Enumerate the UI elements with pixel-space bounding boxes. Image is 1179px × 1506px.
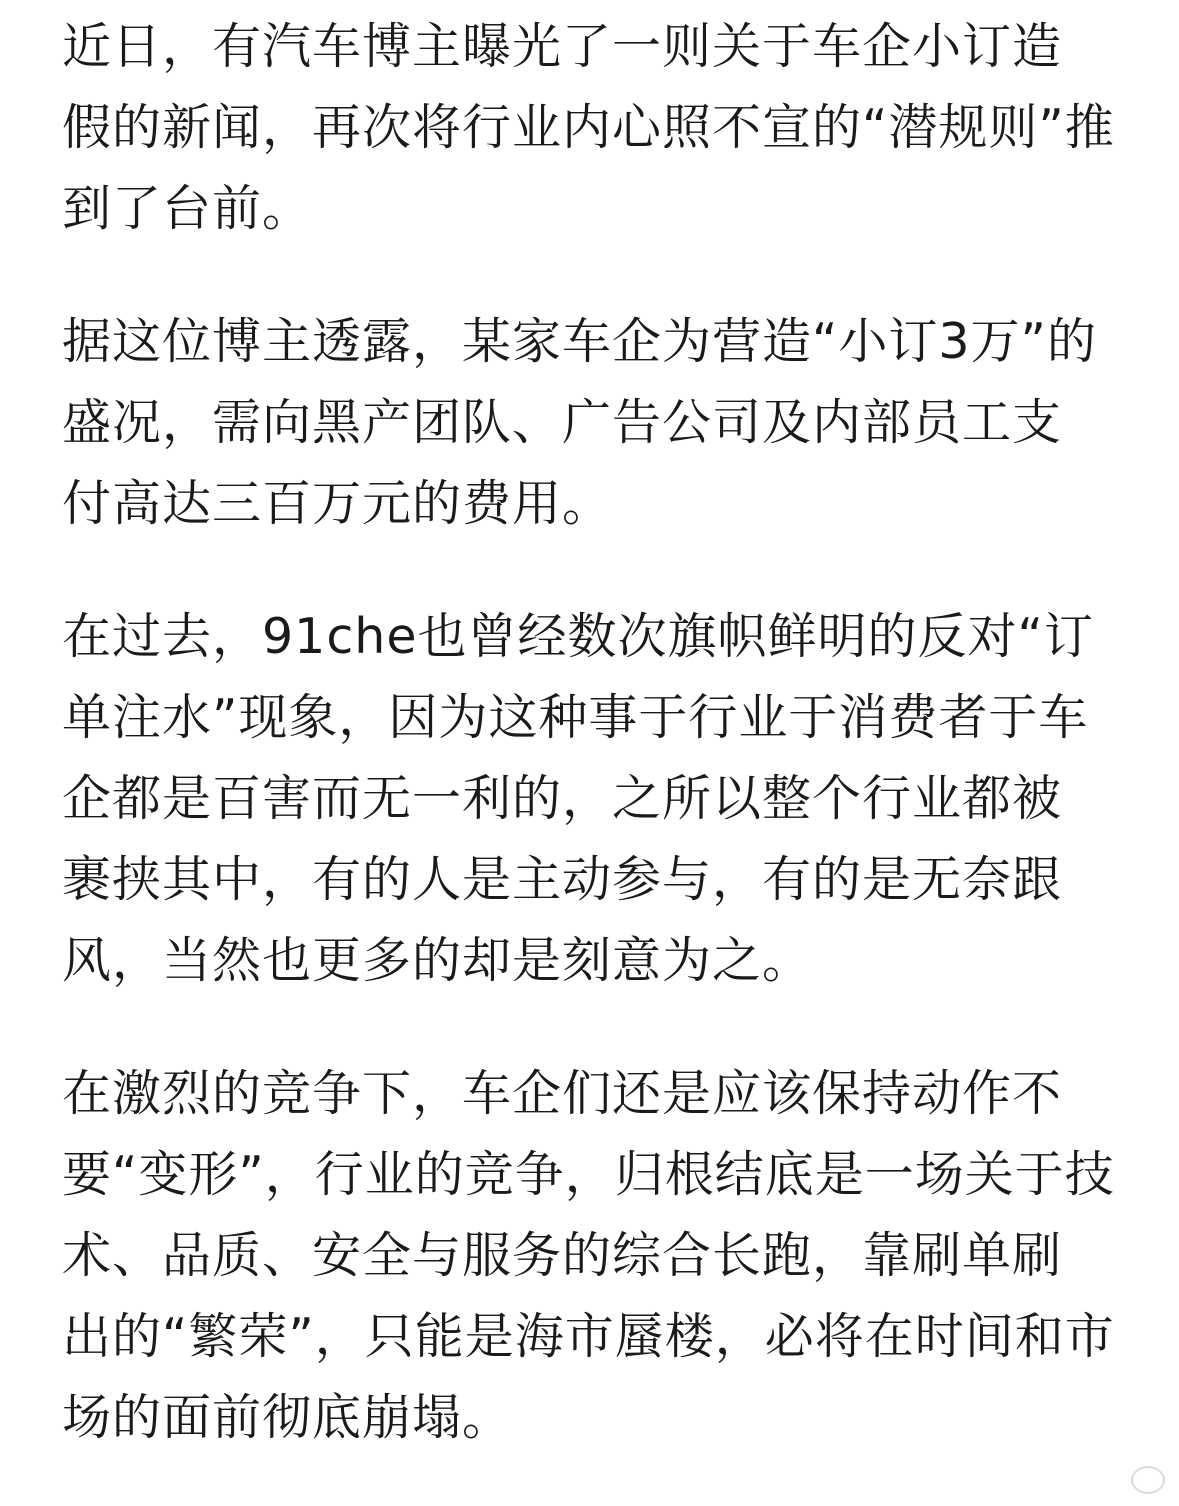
- article-paragraph-3: [62, 596, 1122, 1001]
- text-line: 假的新闻，再次将行业内心照不宣的“潜规则”推: [62, 99, 1115, 156]
- text-line: 单注水”现象，因为这种事于行业于消费者于车: [62, 689, 1089, 746]
- text-line-cutoff: 场的面前彻底崩塌。: [62, 1389, 513, 1446]
- text-line: 出的“繁荣”，只能是海市蜃楼，必将在时间和市: [62, 1308, 1115, 1365]
- text-line: 要“变形”，行业的竞争，归根结底是一场关于技: [62, 1146, 1115, 1203]
- article-paragraph-2: [62, 301, 1122, 544]
- watermark: [1131, 1466, 1165, 1494]
- text-line: 据这位博主透露，某家车企为营造“小订3万”的: [62, 313, 1097, 370]
- text-line: 近日，有汽车博主曝光了一则关于车企小订造: [62, 18, 1063, 75]
- text-line: 到了台前。: [62, 180, 313, 237]
- text-line: 付高达三百万元的费用。: [62, 475, 613, 532]
- article-paragraph-4: [62, 1053, 1122, 1446]
- text-line: 裹挟其中，有的人是主动参与，有的是无奈跟: [62, 851, 1063, 908]
- text-line: 企都是百害而无一利的，之所以整个行业都被: [62, 770, 1063, 827]
- text-line: 在激烈的竞争下，车企们还是应该保持动作不: [62, 1065, 1063, 1122]
- text-line: 盛况，需向黑产团队、广告公司及内部员工支: [62, 394, 1063, 451]
- text-line: 风，当然也更多的却是刻意为之。: [62, 932, 813, 989]
- text-line: 术、品质、安全与服务的综合长跑，靠刷单刷: [62, 1227, 1063, 1284]
- weibo-logo-icon: [1131, 1466, 1165, 1494]
- text-line: 在过去，91che也曾经数次旗帜鲜明的反对“订: [62, 608, 1094, 665]
- article-paragraph-1: [62, 6, 1122, 249]
- article-body: [62, 6, 1122, 1463]
